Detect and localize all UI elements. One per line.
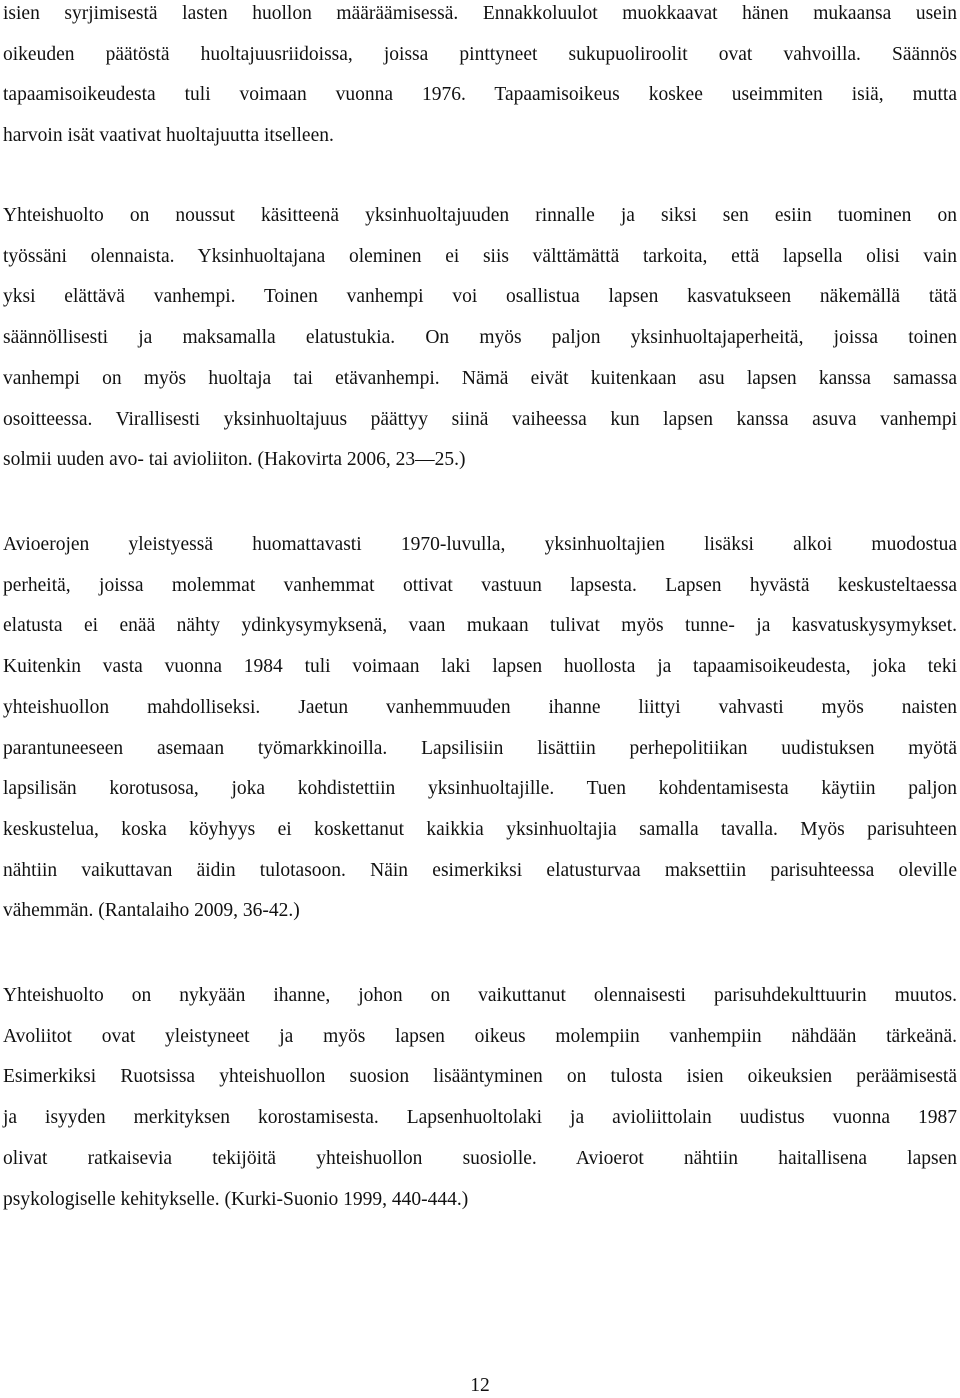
paragraph-1 xyxy=(3,0,957,157)
text-line: perheitä, joissa molemmat vanhemmat ottivat vastuun lapsesta. Lapsen hyvästä keskusteltaessa xyxy=(3,574,957,596)
page-number: 12 xyxy=(470,1375,490,1396)
text-line: elatusta ei enää nähty ydinkysymyksenä, vaan mukaan tulivat myös tunne- ja kasvatuskysymykset. xyxy=(3,615,957,637)
text-line: vanhempi on myös huoltaja tai etävanhempi. Nämä eivät kuitenkaan asu lapsen kanssa samassa xyxy=(3,367,957,389)
text-line: vähemmän. (Rantalaiho 2009, 36-42.) xyxy=(3,900,300,922)
text-line: harvoin isät vaativat huoltajuutta itselleen. xyxy=(3,125,334,147)
paragraph-4 xyxy=(3,976,957,1220)
text-line: yksi elättävä vanhempi. Toinen vanhempi voi osallistua lapsen kasvatukseen näkemällä tätä xyxy=(3,286,957,308)
paragraph-3 xyxy=(3,525,957,932)
text-line: tapaamisoikeudesta tuli voimaan vuonna 1976. Tapaamisoikeus koskee useimmiten isiä, mutta xyxy=(3,84,957,106)
text-line: Yhteishuolto on noussut käsitteenä yksinhuoltajuuden rinnalle ja siksi sen esiin tuominen on xyxy=(3,205,957,226)
text-line: Avioerojen yleistyessä huomattavasti 1970-luvulla, yksinhuoltajien lisäksi alkoi muodostua xyxy=(3,534,957,555)
text-line: osoitteessa. Virallisesti yksinhuoltajuus päättyy siinä vaiheessa kun lapsen kanssa asuva vanhempi xyxy=(3,408,957,430)
text-line: Esimerkiksi Ruotsissa yhteishuollon suosion lisääntyminen on tulosta isien oikeuksien peräämisestä xyxy=(3,1066,957,1088)
text-line: solmii uuden avo- tai avioliiton. (Hakovirta 2006, 23—25.) xyxy=(3,449,466,471)
text-line: keskustelua, koska köyhyys ei koskettanut kaikkia yksinhuoltajia samalla tavalla. Myös parisuhteen xyxy=(3,818,957,840)
text-line: lapsilisän korotusosa, joka kohdistettiin yksinhuoltajille. Tuen kohdentamisesta käytiin paljon xyxy=(3,778,957,800)
text-line: Yhteishuolto on nykyään ihanne, johon on vaikuttanut olennaisesti parisuhdekulttuurin muutos. xyxy=(3,985,957,1006)
paragraph-2 xyxy=(3,196,957,481)
text-line: yhteishuollon mahdolliseksi. Jaetun vanhemmuuden ihanne liittyi vahvasti myös naisten xyxy=(3,696,957,718)
text-line: nähtiin vaikuttavan äidin tulotasoon. Näin esimerkiksi elatusturvaa maksettiin parisuhteessa oleville xyxy=(3,859,957,881)
text-line: parantuneeseen asemaan työmarkkinoilla. Lapsilisiin lisättiin perhepolitiikan uudistuksen myötä xyxy=(3,737,957,759)
text-line: oikeuden päätöstä huoltajuusriidoissa, joissa pinttyneet sukupuoliroolit ovat vahvoilla. Säännös xyxy=(3,43,957,65)
text-line: ja isyyden merkityksen korostamisesta. Lapsenhuoltolaki ja avioliittolain uudistus vuonna 1987 xyxy=(3,1107,957,1129)
text-line: olivat ratkaisevia tekijöitä yhteishuollon suosiolle. Avioerot nähtiin haitallisena lapsen xyxy=(3,1147,957,1169)
text-line: Kuitenkin vasta vuonna 1984 tuli voimaan laki lapsen huollosta ja tapaamisoikeudesta, joka teki xyxy=(3,656,957,678)
text-line: isien syrjimisestä lasten huollon määräämisessä. Ennakkoluulot muokkaavat hänen mukaansa usein xyxy=(3,3,957,24)
text-line: psykologiselle kehitykselle. (Kurki-Suonio 1999, 440-444.) xyxy=(3,1188,469,1210)
text-line: säännöllisesti ja maksamalla elatustukia. On myös paljon yksinhuoltajaperheitä, joissa toinen xyxy=(3,327,957,349)
text-line: Avoliitot ovat yleistyneet ja myös lapsen oikeus molempiin vanhempiin nähdään tärkeänä. xyxy=(3,1025,957,1047)
text-line: työssäni olennaista. Yksinhuoltajana oleminen ei siis välttämättä tarkoita, että lapsella olisi vain xyxy=(3,245,957,267)
